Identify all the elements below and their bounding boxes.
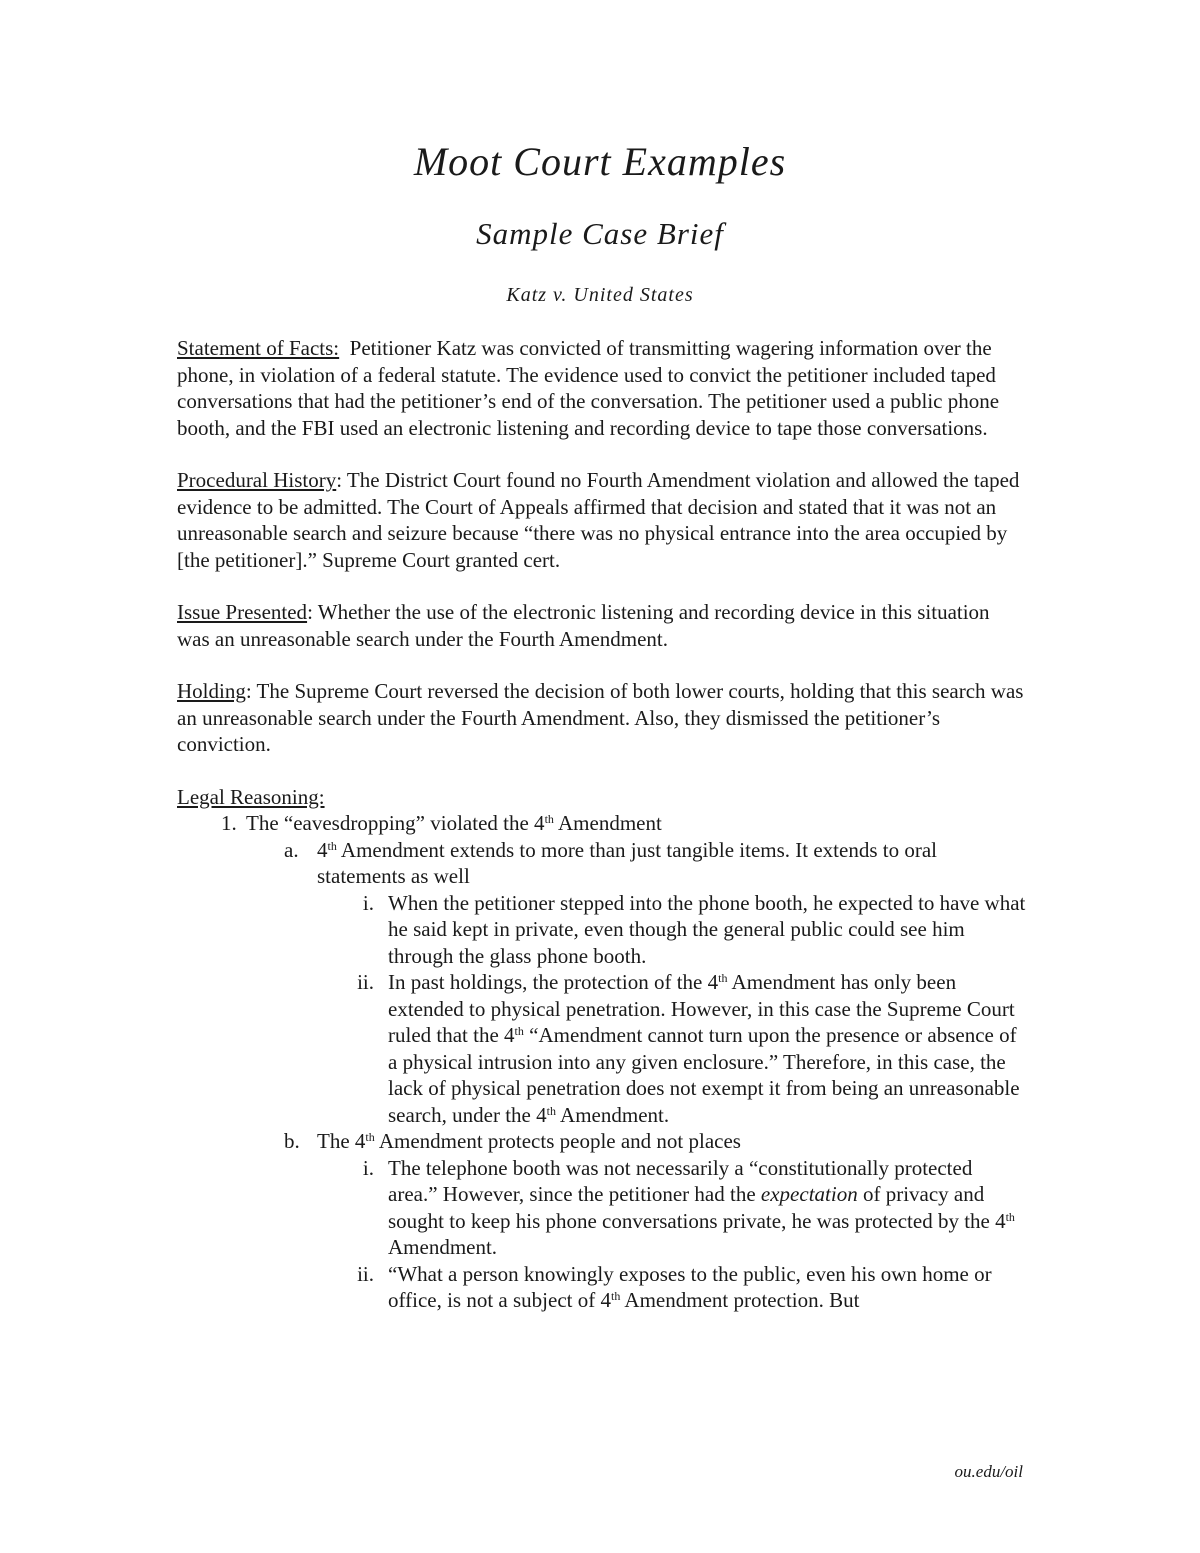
list-number: ii. — [357, 970, 374, 994]
facts-label: Statement of Facts: — [177, 336, 340, 360]
list-item — [177, 837, 1027, 890]
footer-url: ou.edu/oil — [954, 1462, 1023, 1481]
list-text: “What a person knowingly exposes to the public, even his own home or office, is not a subject of 4th Amendment protection. But — [388, 1261, 992, 1312]
document-body — [177, 335, 1027, 1314]
reasoning-label: Legal Reasoning: — [177, 784, 325, 809]
case-name: Katz v. United States — [506, 284, 694, 306]
legal-reasoning — [177, 784, 1027, 1314]
procedural-history — [177, 467, 1027, 573]
holding — [177, 678, 1027, 758]
list-number: i. — [362, 1155, 374, 1180]
list-text: The 4th Amendment protects people and not places — [317, 1129, 741, 1153]
history-label: Procedural History — [177, 468, 337, 492]
list-item — [177, 1128, 1027, 1155]
list-text: When the petitioner stepped into the phone booth, he expected to have what he said kept in private, even though the general public could see him through the glass phone booth. — [388, 890, 1026, 968]
document-subtitle: Sample Case Brief — [476, 216, 724, 251]
list-text: The telephone booth was not necessarily a “constitutionally protected area.” However, since the petitioner had the expectation of privacy and sought to keep his phone conversations private, he was protected by the 4th Amendment. — [388, 1155, 1015, 1259]
issue-label: Issue Presented — [177, 600, 308, 624]
holding-text: : The Supreme Court reversed the decision of both lower courts, holding that this search was an unreasonable search under the Fourth Amendment. Also, they dismissed the petitioner’s conviction. — [177, 679, 1024, 756]
list-text: 4th Amendment extends to more than just tangible items. It extends to oral statements as well — [317, 837, 937, 888]
facts-text: Petitioner Katz was convicted of transmitting wagering information over the phone, in violation of a federal statute. The evidence used to convict the petitioner included taped conversations that had the petitioner’s end of the conversation. The petitioner used a public phone booth, and the FBI used an electronic listening and recording device to tape those conversations. — [177, 336, 1000, 440]
list-item — [177, 969, 1027, 1128]
list-item — [177, 1261, 1027, 1314]
history-text: : The District Court found no Fourth Amendment violation and allowed the taped evidence to be admitted. The Court of Appeals affirmed that decision and stated that it was not an unreasonable search and seizure because “there was no physical entrance into the area occupied by [the petitioner].” Supreme Court granted cert. — [177, 468, 1020, 572]
list-number: b. — [284, 1129, 300, 1153]
list-text: The “eavesdropping” violated the 4th Amendment — [246, 811, 662, 835]
list-number: a. — [284, 837, 299, 862]
list-number: i. — [362, 890, 374, 915]
list-number: 1. — [221, 811, 237, 835]
list-number: ii. — [357, 1261, 374, 1286]
document-title: Moot Court Examples — [413, 139, 787, 184]
list-text: In past holdings, the protection of the 4th Amendment has only been extended to physical penetration. However, in this case the Supreme Court ruled that the 4th “Amendment cannot turn upon the presence or absence of a physical intrusion into any given enclosure.” Therefore, in this case, the lack of physical penetration does not exempt it from being an unreasonable search, under the 4th Amendment. — [388, 970, 1020, 1127]
statement-of-facts — [177, 335, 1027, 441]
issue-text: : Whether the use of the electronic listening and recording device in this situation was an unreasonable search under the Fourth Amendment. — [177, 600, 990, 651]
list-item — [177, 810, 1027, 837]
issue-presented — [177, 599, 1027, 652]
holding-label: Holding — [177, 679, 246, 703]
list-item — [177, 1155, 1027, 1261]
list-item — [177, 890, 1027, 970]
